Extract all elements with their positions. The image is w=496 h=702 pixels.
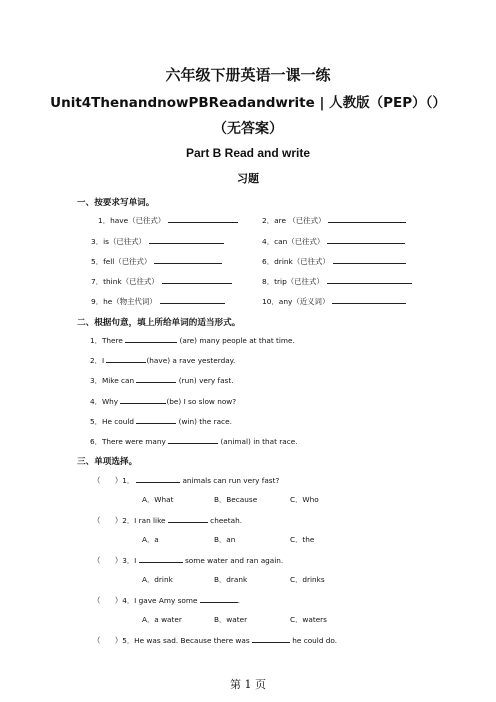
document-title-line2: Unit4ThenandnowPBReadandwrite | 人教版（PEP）（） xyxy=(50,95,446,111)
option: C．waters xyxy=(290,615,327,624)
choice-question: （ ）5．He was sad. Because there was he could do. xyxy=(93,636,338,645)
word-item: 1．have（已往式） xyxy=(98,215,238,226)
fill-item: 5．He could (win) the race. xyxy=(90,417,232,426)
fill-item: 6．There were many (animal) in that race. xyxy=(90,437,298,446)
word-item: 8．trip（已往式） xyxy=(262,276,412,287)
option: C．Who xyxy=(290,495,319,504)
option: A．What xyxy=(142,495,174,504)
document-title: 六年级下册英语一课一练 xyxy=(165,66,331,84)
choice-question: （ ）1． animals can run very fast? xyxy=(93,476,280,485)
word-item: 7．think（已往式） xyxy=(91,276,232,287)
word-item: 5．fell（已往式） xyxy=(91,256,222,267)
fill-item: 1．There (are) many people at that time. xyxy=(90,336,295,345)
option: A．a xyxy=(142,535,159,544)
option: C．drinks xyxy=(290,575,325,584)
word-item: 2．are （已往式） xyxy=(262,215,406,226)
word-item: 3．is（已往式） xyxy=(91,236,224,247)
option: B．an xyxy=(214,535,236,544)
option: B．Because xyxy=(214,495,258,504)
word-item: 4．can（已往式） xyxy=(262,236,405,247)
subtitle: Part B Read and write xyxy=(185,146,311,160)
page-footer: 第 1 页 xyxy=(230,678,266,691)
document-title-line3: （无答案） xyxy=(213,121,283,137)
option: B．water xyxy=(214,615,248,624)
choice-question: （ ）3．I some water and ran again. xyxy=(93,556,284,565)
fill-item: 4．Why (be) I so slow now? xyxy=(90,397,237,406)
fill-item: 2．I (have) a rave yesterday. xyxy=(90,356,236,365)
choice-question: （ ）2．I ran like cheetah. xyxy=(93,516,243,525)
option: B．drank xyxy=(214,575,248,584)
word-item: 10．any（近义词） xyxy=(262,296,406,307)
exercise-heading: 习题 xyxy=(237,172,259,185)
section1-heading: 一、按要求写单词。 xyxy=(77,198,155,208)
fill-item: 3．Mike can (run) very fast. xyxy=(90,376,234,385)
section3-heading: 三、单项选择。 xyxy=(77,457,138,467)
option: C．the xyxy=(290,535,315,544)
section2-heading: 二、根据句意，填上所给单词的适当形式。 xyxy=(77,318,241,328)
word-item: 9．he（物主代词） xyxy=(91,296,225,307)
choice-question: （ ）4．I gave Amy some . xyxy=(93,596,241,605)
word-item: 6．drink（已往式） xyxy=(262,256,406,267)
option: A．a water xyxy=(142,615,182,624)
option: A．drink xyxy=(142,575,173,584)
